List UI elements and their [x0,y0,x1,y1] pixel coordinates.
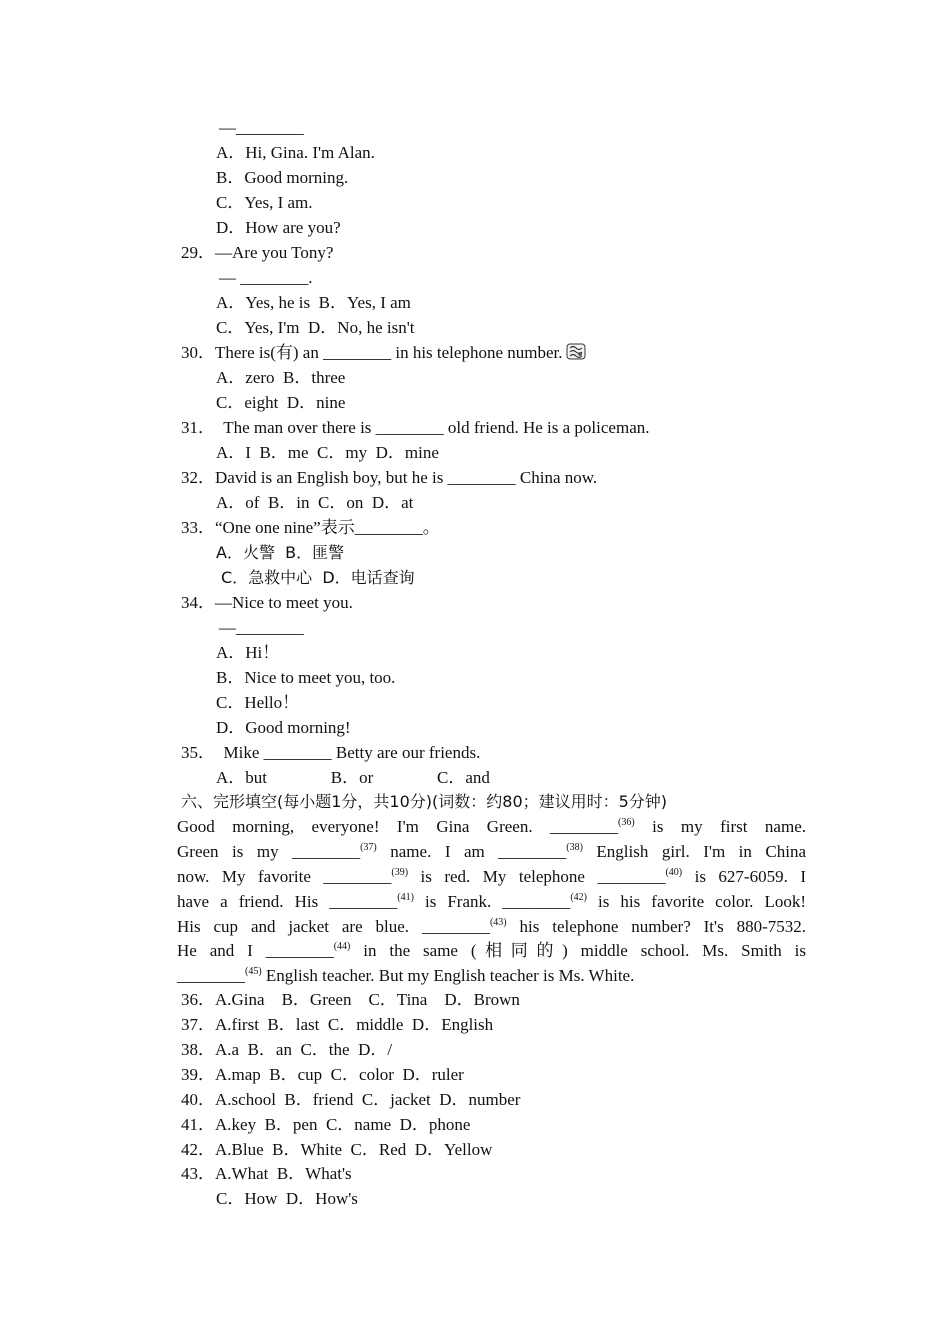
passage-text: English girl. I'm in China [582,841,806,861]
passage-line [177,915,806,940]
blank-number: (42) [570,891,587,903]
cloze-option-text: 37．A.first B．last C．middle D．English [181,1015,494,1034]
question-text: D．Good morning! [216,718,351,737]
question-line [216,143,375,163]
question-text: A．火警 B．匪警 [216,543,345,562]
blank-number: (41) [397,891,414,903]
passage-text: is red. My telephone ________ [408,866,666,886]
passage-text: ________ [177,966,245,986]
passage-text: his telephone number? It's 880-7532. [506,916,807,936]
question-line [221,568,415,588]
question-text: 六、完形填空(每小题1分，共10分)(词数：约80；建议用时：5分钟) [181,792,668,811]
question-text: A．zero B．three [216,368,346,387]
question-text: C．Yes, I am. [216,193,313,212]
question-line [216,193,313,213]
cloze-option-text: 39．A.map B．cup C．color D．ruler [181,1065,464,1084]
question-line [181,743,480,763]
passage-line [177,890,806,915]
passage-text: His cup and jacket are blue. ________ [177,916,490,936]
passage-text: now. My favorite ________ [177,866,392,886]
passage-line [177,964,806,989]
question-text: 32．David is an English boy, but he is ________ China now. [181,468,598,487]
question-line [216,218,341,238]
passage-line [177,840,806,865]
passage-text: have a friend. His ________ [177,891,398,911]
question-line [216,643,279,663]
question-text: A．of B．in C．on D．at [216,493,414,512]
cloze-option-text: C．How D．How's [216,1189,358,1208]
question-line [181,468,597,488]
question-text: A．Hi！ [216,643,280,662]
passage-text: Good morning, everyone! I'm Gina Green. ________ [177,817,619,836]
question-line [181,243,333,263]
passage-text: English teacher. But my English teacher is Ms. White. [261,966,635,986]
cloze-option-line [181,1040,392,1060]
question-line [216,393,345,413]
question-line [216,668,395,688]
blank-number: (39) [391,866,409,878]
question-line [216,768,490,788]
question-text: C．Yes, I'm D．No, he isn't [216,318,415,337]
question-text: —________ [219,618,304,637]
question-text: 34．—Nice to meet you. [181,593,353,612]
cloze-option-text: 36．A.Gina B．Green C．Tina D．Brown [181,990,520,1009]
question-text: A．Yes, he is B．Yes, I am [216,293,411,312]
passage-text: is Frank. ________ [413,891,571,911]
question-line [181,593,353,613]
question-line [181,343,586,363]
question-text: — ________. [219,268,313,287]
question-text: C．急救中心 D．电话查询 [221,568,415,587]
question-line [216,718,351,738]
question-text: A．but B．or C．and [216,768,490,787]
passage-text: He and I ________ [177,941,334,961]
question-text: A．Hi, Gina. I'm Alan. [216,143,375,162]
question-text: B．Nice to meet you, too. [216,668,396,687]
stamp-icon [566,343,586,360]
question-line [216,293,411,313]
blank-number: (37) [360,841,377,853]
question-text: 31． The man over there is ________ old friend. He is a policeman. [181,418,650,437]
cloze-option-line [181,1115,470,1135]
passage-text: name. I am ________ [376,841,567,861]
question-line [219,118,304,138]
cloze-option-text: 38．A.a B．an C．the D．/ [181,1040,393,1059]
cloze-option-line [181,1140,492,1160]
question-text: A．I B．me C．my D．mine [216,443,439,462]
question-line [216,493,413,513]
question-line [181,518,440,538]
question-text: C．eight D．nine [216,393,346,412]
blank-number: (43) [489,916,507,928]
passage-text: Green is my ________ [177,841,361,861]
passage-line [177,815,806,840]
question-line [216,318,415,338]
question-text: —________ [219,118,304,137]
passage-line [177,939,806,964]
question-text: 29．—Are you Tony? [181,243,334,262]
passage-text: in the same (相同的) middle school. Ms. Smith is [350,941,806,961]
cloze-passage [177,815,806,989]
question-text: C．Hello！ [216,693,300,712]
cloze-option-line [181,1164,352,1184]
blank-number: (38) [566,841,583,853]
cloze-option-text: 43．A.What B．What's [181,1164,352,1183]
question-text: B．Good morning. [216,168,349,187]
question-line [219,268,313,288]
cloze-option-line [181,1090,520,1110]
blank-number: (36) [618,817,635,828]
cloze-option-text: 41．A.key B．pen C．name D．phone [181,1115,471,1134]
passage-text: is 627-6059. I [682,866,806,886]
passage-text: is his favorite color. Look! [586,891,807,911]
question-line [216,168,348,188]
question-text: 35． Mike ________ Betty are our friends. [181,743,481,762]
question-line [181,792,667,812]
question-line [181,418,650,438]
cloze-option-line [181,990,520,1010]
question-text: 33．“One one nine”表示________。 [181,518,440,537]
blank-number: (45) [245,966,262,978]
blank-number: (40) [665,866,683,878]
question-line [216,543,344,563]
question-line [216,693,299,713]
cloze-option-text: 42．A.Blue B．White C．Red D．Yellow [181,1140,493,1159]
passage-line [177,865,806,890]
blank-number: (44) [333,941,351,953]
question-text: 30．There is(有) an ________ in his telephone number. [181,343,563,362]
cloze-option-line [181,1065,464,1085]
cloze-option-text: 40．A.school B．friend C．jacket D．number [181,1090,521,1109]
question-line [216,443,439,463]
passage-text: is my first name. [634,817,806,836]
cloze-option-line [181,1015,493,1035]
question-line [219,618,304,638]
question-text: D．How are you? [216,218,341,237]
cloze-option-line [216,1189,358,1209]
question-line [216,368,345,388]
